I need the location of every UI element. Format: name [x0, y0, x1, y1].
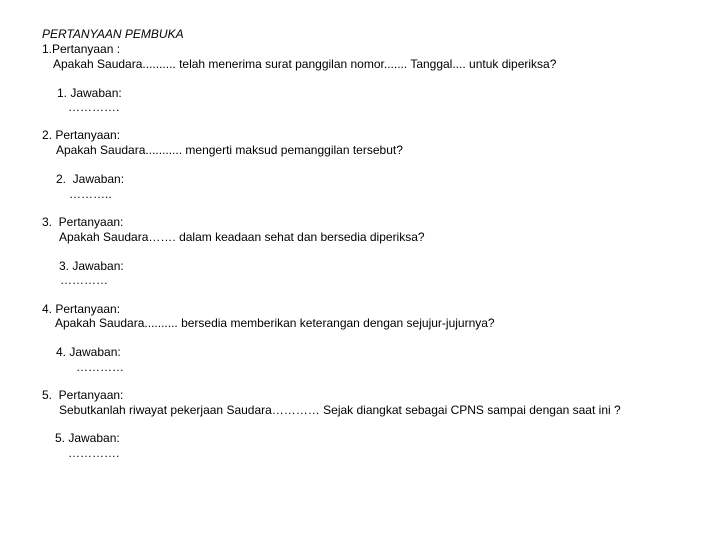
answer-1-value: …………. [68, 100, 120, 114]
answer-4-value: ………… [76, 360, 124, 374]
question-4-label: 4. Pertanyaan: [42, 302, 121, 316]
answer-2-value: ……….. [69, 187, 112, 201]
question-2-label: 2. Pertanyaan: [42, 128, 121, 142]
question-1-label: 1.Pertanyaan : [42, 42, 121, 56]
answer-4-label: 4. Jawaban: [56, 345, 121, 359]
question-3-text: Apakah Saudara……. dalam keadaan sehat dan bersedia diperiksa? [59, 230, 425, 244]
question-5-text: Sebutkanlah riwayat pekerjaan Saudara………… Sejak diangkat sebagai CPNS sampai dengan saat ini ? [59, 403, 621, 417]
answer-5-value: …………. [68, 446, 120, 460]
answer-3-value: ………… [60, 273, 108, 287]
question-4-text: Apakah Saudara.......... bersedia memberikan keterangan dengan sejujur-jujurnya? [55, 316, 495, 330]
answer-2-label: 2. Jawaban: [56, 172, 125, 186]
answer-1-label: 1. Jawaban: [57, 86, 122, 100]
question-1-text: Apakah Saudara.......... telah menerima surat panggilan nomor....... Tanggal.... untuk diperiksa? [53, 57, 557, 71]
answer-5-label: 5. Jawaban: [55, 431, 120, 445]
document-title: PERTANYAAN PEMBUKA [42, 27, 184, 41]
question-3-label: 3. Pertanyaan: [42, 215, 124, 229]
answer-3-label: 3. Jawaban: [59, 259, 124, 273]
question-2-text: Apakah Saudara........... mengerti maksud pemanggilan tersebut? [56, 143, 403, 157]
question-5-label: 5. Pertanyaan: [42, 388, 124, 402]
